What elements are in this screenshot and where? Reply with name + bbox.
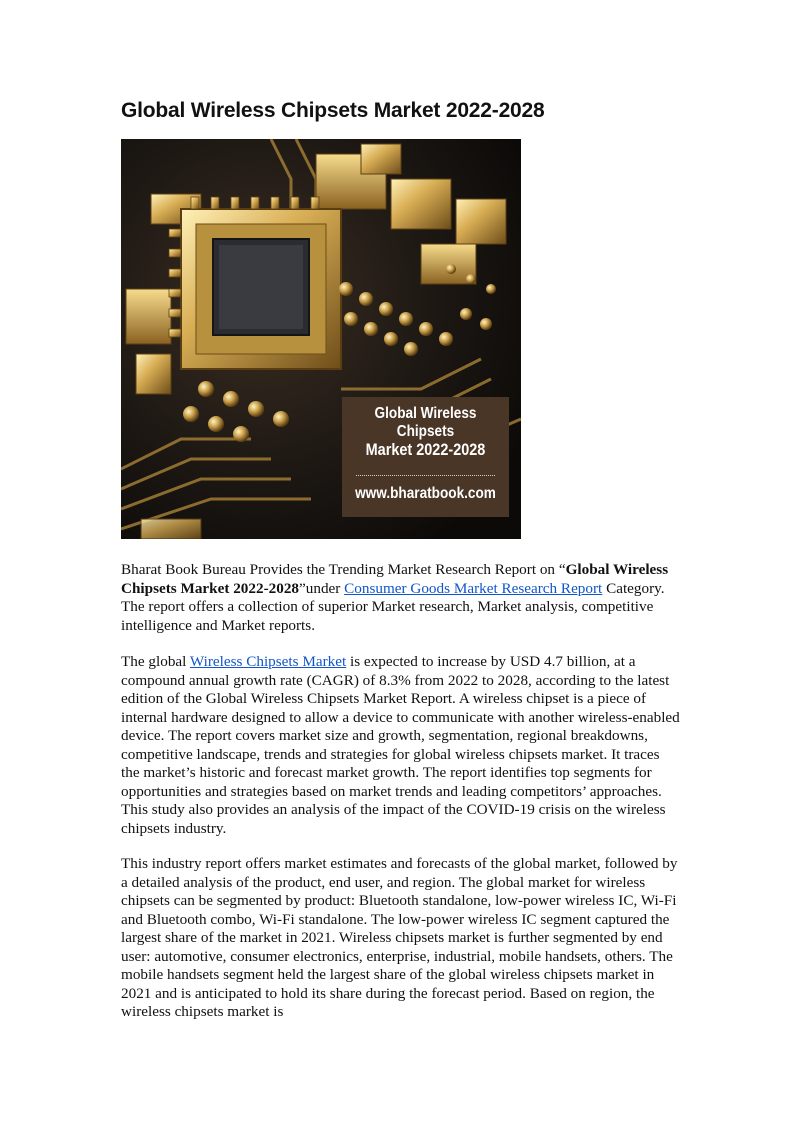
intro-rest-text: Category. The report offers a collection of superior Market research, Market analysis, competitive intelligence and Market reports.: [121, 579, 665, 634]
badge-title-line: Global Wireless Chipsets: [374, 405, 477, 440]
badge-website: www.bharatbook.com: [355, 485, 496, 502]
overview-start-text: The global: [121, 653, 190, 670]
market-overview-paragraph: [121, 653, 681, 838]
overview-rest-text: is expected to increase by USD 4.7 billion, at a compound annual growth rate (CAGR) of 8.3% from 2022 to 2028, according to the latest edition of the Global Wireless Chipsets Market Report. A wireless chipset is a piece of internal hardware designed to allow a device to communicate with another wireless-enabled device. The report covers market size and growth, segmentation, regional breakdowns, competitive landscape, trends and strategies for global wireless chipsets market. It traces the market’s historic and forecast market growth. The report identifies top segments for opportunities and strategies based on market trends and leading competitors’ approaches. This study also provides an analysis of the impact of the COVID-19 crisis on the wireless chipsets industry.: [121, 653, 680, 837]
consumer-goods-link[interactable]: Consumer Goods Market Research Report: [344, 579, 603, 597]
badge-subtitle-line: Market 2022-2028: [365, 440, 486, 459]
intro-paragraph: [121, 561, 681, 635]
badge-divider: [356, 475, 495, 476]
intro-text: Bharat Book Bureau Provides the Trending Market Research Report on “: [121, 561, 566, 578]
after-title-text: ”under: [299, 579, 345, 597]
page-title: Global Wireless Chipsets Market 2022-2028: [121, 99, 545, 122]
wireless-chipsets-market-link[interactable]: Wireless Chipsets Market: [189, 653, 347, 670]
title-badge: [342, 397, 509, 517]
segmentation-paragraph: This industry report offers market estimates and forecasts of the global market, followed by a detailed analysis of the product, end user, and region. The global market for wireless chipsets can be segmented by product: Bluetooth standalone, low-power wireless IC, Wi-Fi and Bluetooth combo, Wi-Fi standalone. The low-power wireless IC segment captured the largest share of the market in 2021. Wireless chipsets market is further segmented by end user: automotive, consumer electronics, enterprise, industrial, mobile handsets, others. The mobile handsets segment held the largest share of the global wireless chipsets market in 2021 and is anticipated to hold its share during the forecast period. Based on region, the wireless chipsets market is: [121, 855, 678, 1020]
report-title-bold: Global Wireless Chipsets Market 2022-2028: [121, 561, 669, 597]
hero-image: [121, 139, 521, 539]
